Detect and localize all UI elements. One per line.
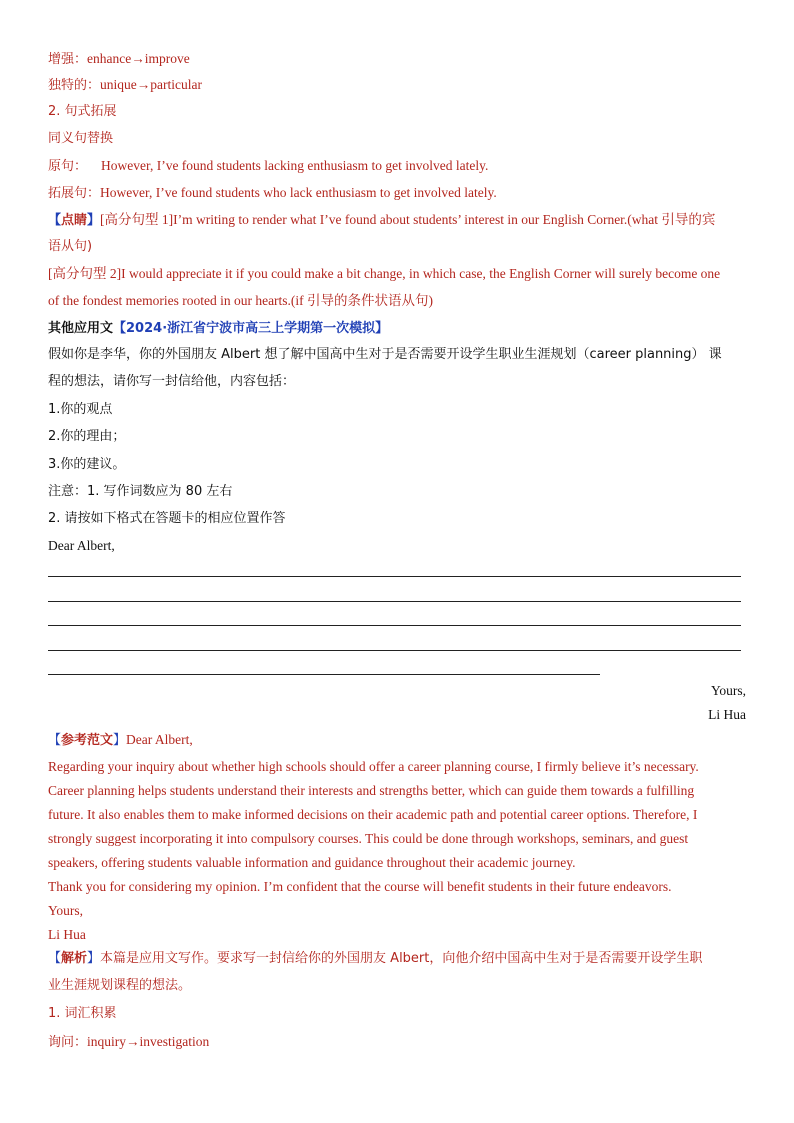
reference-line-5: speakers, offering students valuable information and guidance throughout their academic journey.: [48, 855, 576, 870]
original-sentence: 原句： However, I’ve found students lacking enthusiasm to get involved lately.: [48, 158, 489, 174]
vocab-item-inquiry: 询问：inquiry→investigation: [48, 1034, 210, 1050]
highlight-line-2: 语从句): [48, 239, 93, 254]
prompt-line-2: 程的想法，请你写一封信给他，内容包括：: [48, 374, 296, 389]
answer-line-1: [48, 576, 741, 577]
answer-line-5: [48, 674, 600, 675]
prompt-salutation: Dear Albert,: [48, 538, 115, 553]
prompt-closing: Yours,: [710, 683, 746, 698]
answer-line-2: [48, 601, 741, 602]
answer-line-4: [48, 650, 741, 651]
reference-line-4: strongly suggest incorporating it into compulsory courses. This could be done through workshops, seminars, and guest: [48, 831, 689, 846]
other-writing-heading: 其他应用文【2024·浙江省宁波市高三上学期第一次模拟】: [48, 321, 389, 336]
extended-sentence: 拓展句：However, I’ve found students who lack enthusiasm to get involved lately.: [48, 185, 497, 201]
prompt-signature: Li Hua: [708, 707, 746, 722]
vocab-item-unique: 独特的：unique→particular: [48, 77, 202, 93]
highlight-line-1: 【点睛】[高分句型 1]I’m writing to render what I’ve found about students’ interest in our English Corner.(what 引导的宾: [48, 212, 716, 228]
answer-line-3: [48, 625, 741, 626]
reference-signature: Li Hua: [48, 927, 86, 942]
section-heading-vocabulary: 1. 词汇积累: [48, 1006, 117, 1021]
prompt-note-1: 注意：1. 写作词数应为 80 左右: [48, 484, 233, 499]
reference-line-2: Career planning helps students understand their interests and strengths better, which can guide them towards a fulfilling: [48, 783, 695, 798]
prompt-item-1: 1.你的观点: [48, 402, 113, 417]
analysis-line-1: 【解析】本篇是应用文写作。要求写一封信给你的外国朋友 Albert，向他介绍中国高中生对于是否需要开设学生职: [48, 951, 703, 966]
prompt-item-2: 2.你的理由；: [48, 429, 126, 444]
reference-line-3: future. It also enables them to make informed decisions on their academic path and potential career options. Therefore, I: [48, 807, 698, 822]
prompt-note-2: 2. 请按如下格式在答题卡的相应位置作答: [48, 511, 286, 526]
reference-heading: 【参考范文】Dear Albert,: [48, 732, 193, 748]
highlight-line-3: [高分句型 2]I would appreciate it if you could make a bit change, in which case, the English Corner will surely become one: [48, 266, 721, 281]
prompt-item-3: 3.你的建议。: [48, 457, 126, 472]
vocab-item-enhance: 增强：enhance→improve: [48, 51, 190, 67]
reference-line-1: Regarding your inquiry about whether high schools should offer a career planning course, I firmly believe it’s necessary.: [48, 759, 699, 774]
reference-line-6: Thank you for considering my opinion. I’m confident that the course will benefit students in their future endeavors.: [48, 879, 672, 894]
analysis-line-2: 业生涯规划课程的想法。: [48, 978, 192, 993]
subheading-synonym: 同义句替换: [48, 131, 114, 146]
highlight-line-4: of the fondest memories rooted in our hearts.(if 引导的条件状语从句): [48, 293, 434, 308]
section-heading-sentence-expansion: 2. 句式拓展: [48, 104, 117, 119]
reference-closing: Yours,: [48, 903, 84, 918]
prompt-line-1: 假如你是李华，你的外国朋友 Albert 想了解中国高中生对于是否需要开设学生职业生涯规划（career planning） 课: [48, 347, 722, 362]
